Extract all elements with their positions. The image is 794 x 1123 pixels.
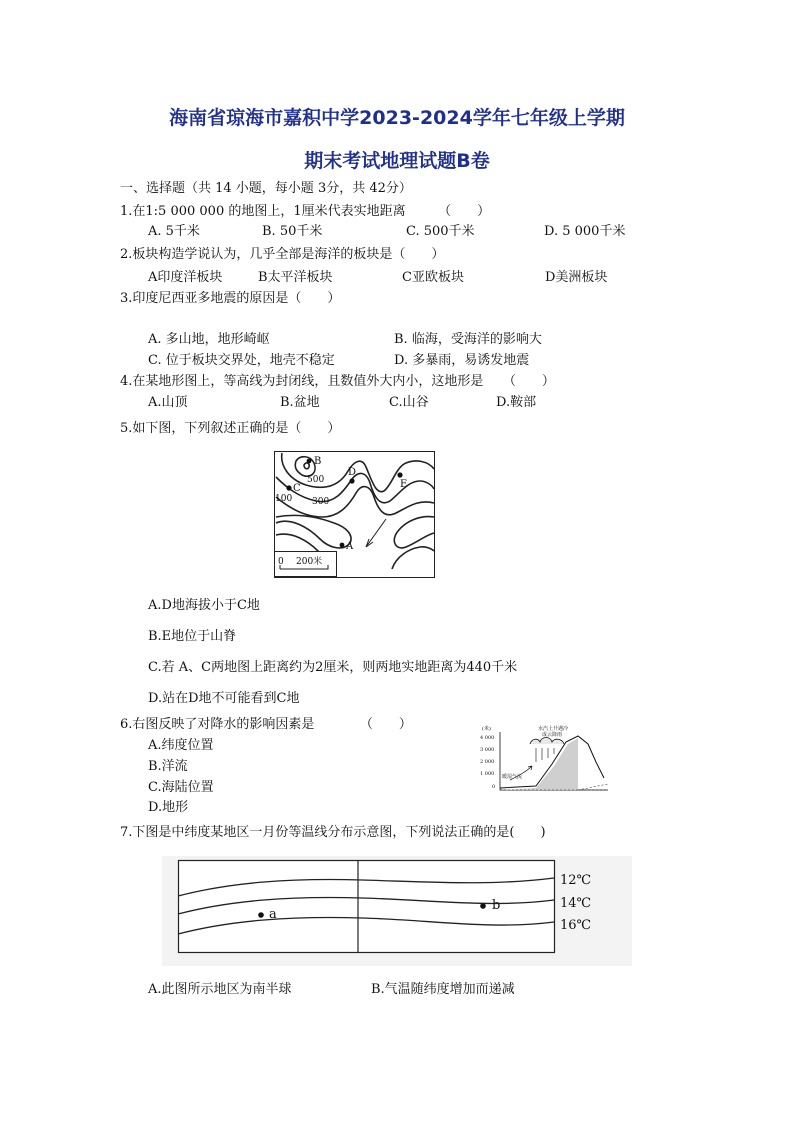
question-3-stem: 3.印度尼西亚多地震的原因是（ ）: [120, 291, 341, 306]
question-7-option-a: A.此图所示地区为南半球: [148, 982, 292, 997]
contour-map-figure: [274, 451, 435, 579]
rain-ytick-4000: 4 000: [480, 735, 495, 741]
question-2-option-b: B太平洋板块: [258, 270, 333, 285]
question-4-option-a: A.山顶: [148, 395, 188, 410]
question-1-option-a: A. 5千米: [148, 224, 200, 239]
rain-title-2: 成云降雨: [542, 732, 563, 738]
rain-ytick-2000: 2 000: [480, 759, 495, 765]
question-7-stem: 7.下图是中纬度某地区一月份等温线分布示意图，下列说法正确的是( ): [120, 825, 546, 840]
question-6-option-c: C.海陆位置: [148, 780, 214, 795]
question-2-option-d: D美洲板块: [545, 270, 608, 285]
isotherm-label-12: 12℃: [560, 873, 592, 888]
section-heading: 一、选择题（共 14 小题，每小题 3分，共 42分）: [120, 181, 412, 196]
point-e-marker: [397, 472, 402, 477]
point-b-dot: [480, 903, 486, 909]
label-d: D: [348, 467, 357, 478]
point-b-label: b: [492, 898, 501, 913]
isotherm-label-14: 14℃: [560, 896, 592, 911]
point-a-label: a: [269, 907, 277, 922]
question-7-option-b: B.气温随纬度增加而递减: [371, 982, 515, 997]
question-4-stem: 4.在某地形图上，等高线为封闭线，且数值外大内小，这地形是 （ ）: [120, 374, 555, 389]
point-a-dot: [258, 912, 264, 918]
contour-label-300: 300: [312, 497, 330, 507]
page-subtitle: 期末考试地理试题B卷: [304, 150, 490, 172]
point-c-marker: [286, 485, 291, 490]
question-4-option-d: D.鞍部: [496, 395, 537, 410]
point-b-marker: [307, 459, 312, 464]
rain-ytick-1000: 1 000: [480, 771, 495, 777]
rain-slope-label: 暖湿气流: [502, 774, 523, 780]
question-6-stem: 6.右图反映了对降水的影响因素是 （ ）: [120, 717, 412, 732]
rain-title-1: 水汽上升遇冷: [538, 726, 569, 732]
question-3-option-d: D. 多暴雨，易诱发地震: [394, 353, 530, 368]
point-a-marker: [340, 543, 345, 548]
page-title: 海南省琼海市嘉积中学2023-2024学年七年级上学期: [169, 107, 625, 129]
question-5-option-b: B.E地位于山脊: [148, 629, 237, 644]
question-6-option-a: A.纬度位置: [148, 738, 214, 753]
question-2-option-c: C亚欧板块: [402, 270, 464, 285]
contour-label-100: 100: [275, 494, 293, 504]
question-4-option-b: B.盆地: [280, 395, 320, 410]
label-b: B: [314, 456, 322, 467]
question-1-option-d: D. 5 000千米: [544, 224, 626, 239]
isotherm-figure: [162, 856, 632, 966]
question-1-stem: 1.在1:5 000 000 的地图上，1厘米代表实地距离 （ ）: [120, 204, 491, 219]
rain-unit: (米): [482, 726, 491, 732]
point-d-marker: [349, 478, 354, 483]
question-1-option-c: C. 500千米: [406, 224, 475, 239]
question-4-option-c: C.山谷: [389, 395, 429, 410]
question-3-option-a: A. 多山地，地形崎岖: [148, 332, 270, 347]
question-2-option-a: A印度洋板块: [148, 270, 223, 285]
question-5-option-a: A.D地海拔小于C地: [148, 598, 260, 613]
isotherm-label-16: 16℃: [560, 918, 592, 933]
question-1-option-b: B. 50千米: [262, 224, 323, 239]
scale-label: 200米: [296, 557, 323, 567]
question-3-option-b: B. 临海，受海洋的影响大: [394, 332, 542, 347]
question-6-option-b: B.洋流: [148, 759, 188, 774]
label-e: E: [400, 479, 408, 490]
question-3-option-c: C. 位于板块交界处，地壳不稳定: [148, 353, 335, 368]
question-2-stem: 2.板块构造学说认为，几乎全部是海洋的板块是（ ）: [120, 247, 445, 262]
contour-label-500: 500: [307, 475, 325, 485]
label-c: C: [293, 483, 301, 494]
question-6-option-d: D.地形: [148, 800, 189, 815]
rain-ytick-0: 0: [492, 784, 496, 790]
scale-zero: 0: [278, 557, 284, 567]
question-5-option-c: C.若 A、C两地图上距离约为2厘米，则两地实地距离为440千米: [148, 660, 518, 675]
orographic-rain-figure: [474, 722, 614, 798]
rain-ytick-3000: 3 000: [480, 747, 495, 753]
question-5-stem: 5.如下图，下列叙述正确的是（ ）: [120, 421, 341, 436]
question-5-option-d: D.站在D地不可能看到C地: [148, 691, 300, 706]
label-a: A: [346, 541, 354, 552]
